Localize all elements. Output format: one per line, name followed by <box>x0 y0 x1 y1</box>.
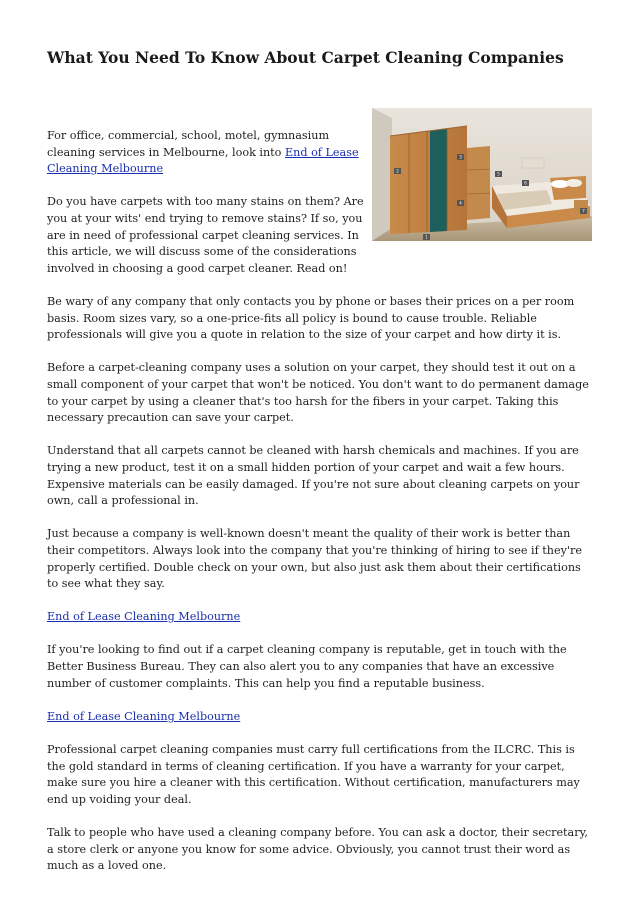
image-marker-6: 6 <box>524 180 527 186</box>
link-paragraph-1 <box>47 609 595 626</box>
chemicals-paragraph: Understand that all carpets cannot be cleaned with harsh chemicals and machines. If you are trying a new product, test it on a small hidden portion of your carpet and wait a few hours. Expensive materials can be easily damaged. If you're not sure about cleaning carpets on your own, call a professional in. <box>47 444 580 508</box>
certification-paragraph: Professional carpet cleaning companies must carry full certifications from the ILCRC. This is the gold standard in terms of cleaning certification. If you have a warranty for your carpet, make sure you hire a cleaner with this certification. Without certification, manufacturers may end up voiding your deal. <box>47 743 580 806</box>
bbb-paragraph: If you're looking to find out if a carpet cleaning company is reputable, get in touch with the Better Business Bureau. They can also alert you to any companies that have an excessive number of customer complaints. This can help you find a reputable business. <box>47 643 567 690</box>
page-title: What You Need To Know About Carpet Cleaning Companies <box>47 48 564 67</box>
end-of-lease-link-2[interactable]: End of Lease Cleaning Melbourne <box>47 709 241 723</box>
pricing-paragraph: Be wary of any company that only contacts you by phone or bases their prices on a per room basis. Room sizes vary, so a one-price-fits all policy is bound to cause trouble. Reliable professionals will give you a quote in relation to the size of your carpet and how dirty it is. <box>47 295 575 342</box>
image-marker-4: 4 <box>459 200 462 206</box>
bedroom-photo <box>372 108 592 241</box>
article-body <box>47 294 595 891</box>
reputation-paragraph: Just because a company is well-known doesn't meant the quality of their work is better than their competitors. Always look into the company that you're thinking of hiring to see if they're properly certified. Double check on your own, but also just ask them about their certifications to see what they say. <box>47 527 582 591</box>
intro-section <box>47 128 372 294</box>
image-marker-1: 1 <box>425 234 428 240</box>
end-of-lease-link-1[interactable]: End of Lease Cleaning Melbourne <box>47 610 241 624</box>
intro-paragraph <box>47 128 372 178</box>
referrals-paragraph: Talk to people who have used a cleaning company before. You can ask a doctor, their secretary, a store clerk or anyone you know for some advice. Obviously, you cannot trust their word as much as a loved one. <box>47 826 588 873</box>
intro-text: For office, commercial, school, motel, gymnasium cleaning services in Melbourne, look into <box>47 129 330 159</box>
image-marker-5: 5 <box>497 171 500 177</box>
image-marker-3: 3 <box>459 154 462 160</box>
testing-paragraph: Before a carpet-cleaning company uses a solution on your carpet, they should test it out on a small component of your carpet that won't be noticed. You don't want to do permanent damage to your carpet by using a cleaner that's too harsh for the fibers in your carpet. Taking this necessary precaution can save your carpet. <box>47 361 589 425</box>
image-marker-7: 7 <box>582 208 585 214</box>
link-paragraph-2 <box>47 709 595 726</box>
image-marker-2: 2 <box>396 168 399 174</box>
end-of-lease-link-inline[interactable]: End of Lease Cleaning Melbourne <box>47 145 359 176</box>
stains-paragraph: Do you have carpets with too many stains on them? Are you at your wits' end trying to remove stains? If so, you are in need of professional carpet cleaning services. In this article, we will discuss some of the considerations involved in choosing a good carpet cleaner. Read on! <box>47 195 364 275</box>
